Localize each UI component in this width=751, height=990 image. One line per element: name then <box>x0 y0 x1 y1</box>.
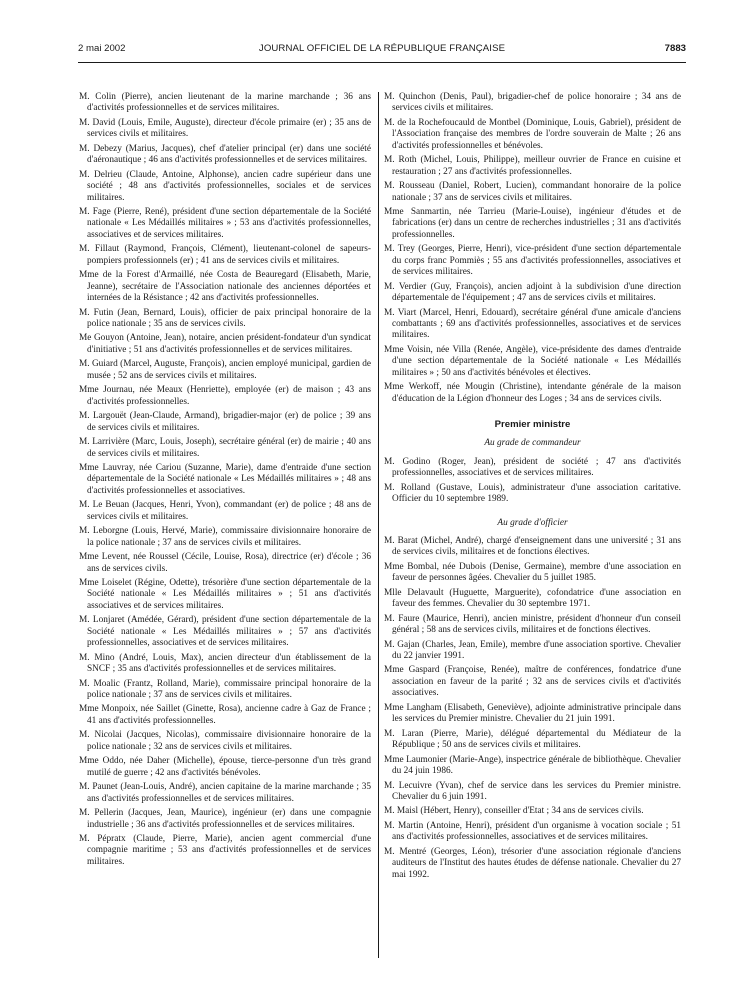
list-item: Mme Levent, née Roussel (Cécile, Louise, Rosa), directrice (er) d'école ; 36 ans de services civils. <box>79 552 371 574</box>
list-item: M. Mentré (Georges, Léon), trésorier d'une association régionale d'anciens auditeurs de l'Institut des hautes études de défense nationale. Chevalier du 27 mai 1992. <box>384 846 681 880</box>
right-column-entries <box>384 92 681 405</box>
list-item: M. Futin (Jean, Bernard, Louis), officier de paix principal honoraire de la police nationale ; 35 ans de services civils. <box>79 307 371 329</box>
list-item: Mme Bombal, née Dubois (Denise, Germaine), membre d'une association en faveur de personnes âgées. Chevalier du 5 juillet 1985. <box>384 561 681 584</box>
commandeur-list <box>384 457 681 506</box>
list-item: M. Faure (Maurice, Henri), ancien ministre, président d'honneur d'un conseil général ; 58 ans de services civils, militaires et de fonctions électives. <box>384 613 681 636</box>
list-item: Mme Oddo, née Daher (Michelle), épouse, tierce-personne d'un très grand mutilé de guerre ; 42 ans d'activités bénévoles. <box>79 756 371 778</box>
list-item: Mme de la Forest d'Armaillé, née Costa de Beauregard (Elisabeth, Marie, Jeanne), secrétaire de l'Association nationale des anciennes déportées et internées de la Résistance ; 42 ans d'activités professionnelles. <box>79 270 371 304</box>
list-item: M. Delrieu (Claude, Antoine, Alphonse), ancien cadre supérieur dans une société ; 48 ans d'activités professionnelles, sociales et de services militaires. <box>79 169 371 203</box>
list-item: Mme Loiselet (Régine, Odette), trésorière d'une section départementale de la Société nationale « Les Médaillés militaires » ; 51 ans d'activités associatives et de services militaires. <box>79 578 371 611</box>
list-item: M. Guiard (Marcel, Auguste, François), ancien employé municipal, gardien de musée ; 52 ans de services civils et militaires. <box>79 359 371 381</box>
list-item: M. Fage (Pierre, René), président d'une section départementale de la Société nationale « Les Médaillés militaires » ; 53 ans d'activités professionnelles, associatives et de services militaires. <box>79 207 371 240</box>
list-item: M. Fillaut (Raymond, François, Clément), lieutenant-colonel de sapeurs-pompiers professionnels (er) ; 41 ans de services civils et militaires. <box>79 244 371 266</box>
officier-list <box>384 536 681 881</box>
list-item: M. Pellerin (Jacques, Jean, Maurice), ingénieur (er) dans une compagnie industrielle ; 36 ans d'activités professionnelles et de services militaires. <box>79 808 371 830</box>
list-item: M. Lecuivre (Yvan), chef de service dans les services du Premier ministre. Chevalier du 6 juin 1991. <box>384 780 681 802</box>
list-item: M. Mino (André, Louis, Max), ancien directeur d'un établissement de la SNCF ; 35 ans d'activités professionnelles et de services militaires. <box>79 652 371 675</box>
grade-heading-officier: Au grade d'officier <box>497 517 568 528</box>
grade-heading-commandeur: Au grade de commandeur <box>484 438 581 449</box>
list-item: M. Paunet (Jean-Louis, André), ancien capitaine de la marine marchande ; 35 ans d'activités professionnelles et de services militaires. <box>79 782 371 804</box>
list-item: M. Roth (Michel, Louis, Philippe), meilleur ouvrier de France en cuisine et restauration ; 27 ans d'activités professionnelles. <box>384 155 681 177</box>
list-item: Mme Voisin, née Villa (Renée, Angèle), vice-présidente des dames d'entraide d'une section départementale de la Société nationale « Les Médaillés militaires » ; 50 ans d'activités bénévoles et électives. <box>384 344 681 378</box>
list-item: M. Lonjaret (Amédée, Gérard), président d'une section départementale de la Société nationale « Les Médaillés militaires » ; 57 ans d'activités professionnelles, associatives et de services militaires. <box>79 615 371 649</box>
list-item: M. Quinchon (Denis, Paul), brigadier-chef de police honoraire ; 34 ans de services civils et militaires. <box>384 92 681 114</box>
left-column <box>79 92 371 871</box>
list-item: Mme Sanmartin, née Tarrieu (Marie-Louise), ingénieur d'études et de fabrications (er) dans un centre de recherches industrielles ; 31 ans d'activités professionnelles. <box>384 207 681 240</box>
list-item: M. de la Rochefoucauld de Montbel (Dominique, Louis, Gabriel), président de l'Association française des membres de l'ordre souverain de Malte ; 26 ans d'activités professionnelles et bénévoles. <box>384 117 681 151</box>
list-item: M. Barat (Michel, André), chargé d'enseignement dans une université ; 31 ans de services civils, militaires et de fonctions électives. <box>384 535 681 558</box>
list-item: Mme Gaspard (Françoise, Renée), maître de conférences, fondatrice d'une association en faveur de la parité ; 32 ans de services civils et d'activités associatives. <box>384 665 681 699</box>
list-item: Mme Laumonier (Marie-Ange), inspectrice générale de bibliothèque. Chevalier du 24 juin 1986. <box>384 754 681 776</box>
header-date: 2 mai 2002 <box>78 43 126 54</box>
list-item: Mme Journau, née Meaux (Henriette), employée (er) de maison ; 43 ans d'activités professionnelles. <box>79 385 371 407</box>
list-item: M. Viart (Marcel, Henri, Edouard), secrétaire général d'une amicale d'anciens combattants ; 69 ans d'activités professionnelles, associatives et de services militaires. <box>384 307 681 341</box>
list-item: M. Verdier (Guy, François), ancien adjoint à la subdivision d'une direction départementale de l'équipement ; 47 ans de services civils et militaires. <box>384 281 681 304</box>
right-column <box>384 92 681 884</box>
list-item: M. Rousseau (Daniel, Robert, Lucien), commandant honoraire de la police nationale ; 37 ans de services civils et militaires. <box>384 181 681 203</box>
list-item: M. Godino (Roger, Jean), président de société ; 47 ans d'activités professionnelles, associatives et de services militaires. <box>384 456 681 479</box>
column-divider <box>378 92 379 958</box>
header-title: JOURNAL OFFICIEL DE LA RÉPUBLIQUE FRANÇAISE <box>258 43 506 54</box>
list-item: Mme Lauvray, née Cariou (Suzanne, Marie), dame d'entraide d'une section départementale de la Société nationale « Les Médaillés militaires » ; 48 ans d'activités professionnelles et associatives. <box>79 463 371 496</box>
list-item: M. Gajan (Charles, Jean, Emile), membre d'une association sportive. Chevalier du 22 janvier 1991. <box>384 639 681 661</box>
list-item: M. Largouët (Jean-Claude, Armand), brigadier-major (er) de police ; 39 ans de services civils et militaires. <box>79 411 371 433</box>
list-item: M. Maisl (Hébert, Henry), conseiller d'Etat ; 34 ans de services civils. <box>384 806 644 817</box>
list-item: M. Colin (Pierre), ancien lieutenant de la marine marchande ; 36 ans d'activités professionnelles et de services militaires. <box>79 92 371 114</box>
list-item: M. Debezy (Marius, Jacques), chef d'atelier principal (er) dans une société d'aéronautique ; 46 ans d'activités professionnelles et de services militaires. <box>79 143 371 166</box>
list-item: M. Nicolai (Jacques, Nicolas), commissaire divisionnaire honoraire de la police nationale ; 32 ans de services civils et militaires. <box>79 730 371 752</box>
list-item: M. Martin (Antoine, Henri), président d'un organisme à vocation sociale ; 51 ans d'activités professionnelles, associatives et de services militaires. <box>384 820 681 843</box>
list-item: M. Trey (Georges, Pierre, Henri), vice-président d'une section départementale du corps franc Pommiès ; 55 ans d'activités professionnelles, associatives et de services militaires. <box>384 244 681 278</box>
list-item: M. Pépratx (Claude, Pierre, Marie), ancien agent commercial d'une compagnie maritime ; 53 ans d'activités professionnelles et de services militaires. <box>79 834 371 867</box>
list-item: Me Gouyon (Antoine, Jean), notaire, ancien président-fondateur d'un syndicat d'initiative ; 51 ans d'activités professionnelles et de services militaires. <box>79 333 371 355</box>
list-item: Mme Monpoix, née Saillet (Ginette, Rosa), ancienne cadre à Gaz de France ; 41 ans d'activités professionnelles. <box>79 704 371 726</box>
list-item: Mme Werkoff, née Mougin (Christine), intendante générale de la maison d'éducation de la Légion d'honneur des Loges ; 34 ans de services civils. <box>384 382 681 404</box>
list-item: Mlle Delavault (Huguette, Marguerite), cofondatrice d'une association en faveur des femmes. Chevalier du 30 septembre 1971. <box>384 587 681 610</box>
list-item: M. Laran (Pierre, Marie), délégué départemental du Médiateur de la République ; 50 ans de services civils et militaires. <box>384 728 681 751</box>
list-item: M. Rolland (Gustave, Louis), administrateur d'une association caritative. Officier du 10 septembre 1989. <box>384 482 681 505</box>
list-item: M. Leborgne (Louis, Hervé, Marie), commissaire divisionnaire honoraire de la police nationale ; 37 ans de services civils et militaires. <box>79 526 371 548</box>
header-divider <box>78 62 686 63</box>
header-page-number: 7883 <box>664 43 686 54</box>
list-item: M. David (Louis, Emile, Auguste), directeur d'école primaire (er) ; 35 ans de services civils et militaires. <box>79 117 371 140</box>
list-item: M. Moalic (Frantz, Rolland, Marie), commissaire principal honoraire de la police nationale ; 37 ans de services civils et militaires. <box>79 678 371 700</box>
list-item: M. Larrivière (Marc, Louis, Joseph), secrétaire général (er) de mairie ; 40 ans de services civils et militaires. <box>79 437 371 459</box>
list-item: M. Le Beuan (Jacques, Henri, Yvon), commandant (er) de police ; 48 ans de services civils et militaires. <box>79 500 371 522</box>
section-title: Premier ministre <box>494 419 571 430</box>
page-header <box>78 43 686 59</box>
list-item: Mme Langham (Elisabeth, Geneviève), adjointe administrative principale dans les services du Premier ministre. Chevalier du 21 juin 1991. <box>384 702 681 725</box>
